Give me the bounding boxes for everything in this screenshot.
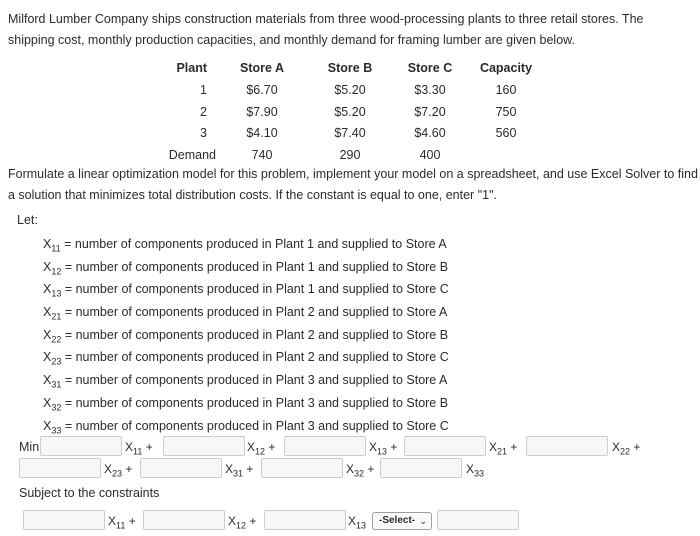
- problem-intro: Milford Lumber Company ships construction materials from three wood-processing plants to three retail stores. The shipping cost, monthly production capacities, and monthly demand for framing lumber are given below.: [8, 12, 644, 47]
- table-cell: 1: [200, 82, 207, 97]
- coef-x33-input[interactable]: [380, 458, 462, 478]
- table-cell: $5.20: [334, 104, 366, 119]
- table-cell: 290: [339, 148, 361, 163]
- table-cell: $7.90: [246, 104, 278, 119]
- header-store-a: Store A: [240, 61, 284, 75]
- header-capacity: Capacity: [479, 61, 533, 75]
- coef-x23-input[interactable]: [19, 458, 101, 478]
- table-cell: $6.70: [246, 82, 278, 97]
- term-x31: $X_{31}$ +: [225, 462, 254, 479]
- table-cell: 740: [251, 148, 273, 163]
- constraints-label: Subject to the constraints: [19, 486, 160, 500]
- coef-x31-input[interactable]: [140, 458, 222, 478]
- definition-item: $X_{12}$ = number of components produced in Plant 1 and supplied to Store B: [43, 259, 449, 277]
- demand-label: Demand: [168, 148, 216, 163]
- term-x13: $X_{13}$ +: [369, 440, 398, 457]
- header-store-b: Store B: [327, 61, 373, 75]
- table-cell: $7.20: [414, 104, 446, 119]
- table-cell: 750: [495, 104, 517, 119]
- constraint1-rhs-input[interactable]: [437, 510, 519, 530]
- definition-item: $X_{11}$ = number of components produced in Plant 1 and supplied to Store A: [43, 237, 447, 254]
- header-plant: Plant: [176, 61, 207, 75]
- term-x23: $X_{23}$ +: [104, 462, 133, 479]
- table-row: [160, 123, 544, 145]
- demand-row: [160, 144, 544, 166]
- constraint1-coef-x11-input[interactable]: [23, 510, 105, 530]
- table-row: [160, 79, 544, 101]
- table-cell: 3: [200, 126, 207, 141]
- term-x22: $X_{22}$ +: [612, 440, 641, 457]
- table-cell: 2: [200, 104, 207, 119]
- constraint1-relation-select[interactable]: [372, 512, 432, 530]
- table-cell: 400: [419, 148, 441, 163]
- coef-x11-input[interactable]: [40, 436, 122, 456]
- table-cell: $3.30: [414, 82, 446, 97]
- min-label: Min: [19, 440, 40, 454]
- term-x21: $X_{21}$ +: [489, 440, 518, 457]
- chevron-down-icon: ⌄: [419, 516, 427, 526]
- term-x33: $X_{33}$: [466, 462, 485, 479]
- coef-x22-input[interactable]: [526, 436, 608, 456]
- definition-item: $X_{33}$ = number of components produced in Plant 3 and supplied to Store C: [43, 418, 449, 435]
- cost-table: [160, 57, 544, 166]
- instructions: Formulate a linear optimization model for this problem, implement your model on a spreadsheet, and use Excel Solver to find a solution that minimizes total distribution costs. If the constant is equal to one, enter "1".: [8, 167, 698, 202]
- definition-item: $X_{23}$ = number of components produced in Plant 2 and supplied to Store C: [43, 350, 449, 367]
- coef-x12-input[interactable]: [163, 436, 245, 456]
- coef-x21-input[interactable]: [404, 436, 486, 456]
- table-cell: $4.60: [414, 126, 446, 141]
- table-cell: $5.20: [334, 82, 366, 97]
- constraint1-coef-x13-input[interactable]: [264, 510, 346, 530]
- coef-x32-input[interactable]: [261, 458, 343, 478]
- constraint1-term-x11: $X_{11}$ +: [108, 514, 136, 531]
- variable-definitions: [43, 233, 449, 437]
- table-cell: $7.40: [334, 126, 366, 141]
- definition-item: $X_{13}$ = number of components produced in Plant 1 and supplied to Store C: [43, 282, 449, 299]
- table-header-row: [160, 57, 544, 79]
- constraint1-term-x12: $X_{12}$ +: [228, 514, 257, 531]
- term-x32: $X_{32}$ +: [346, 462, 375, 479]
- table-cell: [468, 144, 544, 166]
- select-label: -Select-: [379, 515, 416, 526]
- table-cell: $4.10: [246, 126, 278, 141]
- table-cell: 160: [495, 82, 517, 97]
- constraint1-term-x13: $X_{13}$: [348, 514, 367, 531]
- table-row: [160, 101, 544, 123]
- definition-item: $X_{22}$ = number of components produced in Plant 2 and supplied to Store B: [43, 327, 449, 345]
- let-label: Let:: [17, 213, 38, 227]
- table-cell: 560: [495, 126, 517, 141]
- term-x11: $X_{11}$ +: [125, 440, 153, 457]
- header-store-c: Store C: [407, 61, 453, 75]
- constraint1-coef-x12-input[interactable]: [143, 510, 225, 530]
- term-x12: $X_{12}$ +: [247, 440, 276, 457]
- coef-x13-input[interactable]: [284, 436, 366, 456]
- definition-item: $X_{21}$ = number of components produced in Plant 2 and supplied to Store A: [43, 305, 448, 322]
- definition-item: $X_{31}$ = number of components produced in Plant 3 and supplied to Store A: [43, 373, 448, 390]
- definition-item: $X_{32}$ = number of components produced in Plant 3 and supplied to Store B: [43, 395, 449, 413]
